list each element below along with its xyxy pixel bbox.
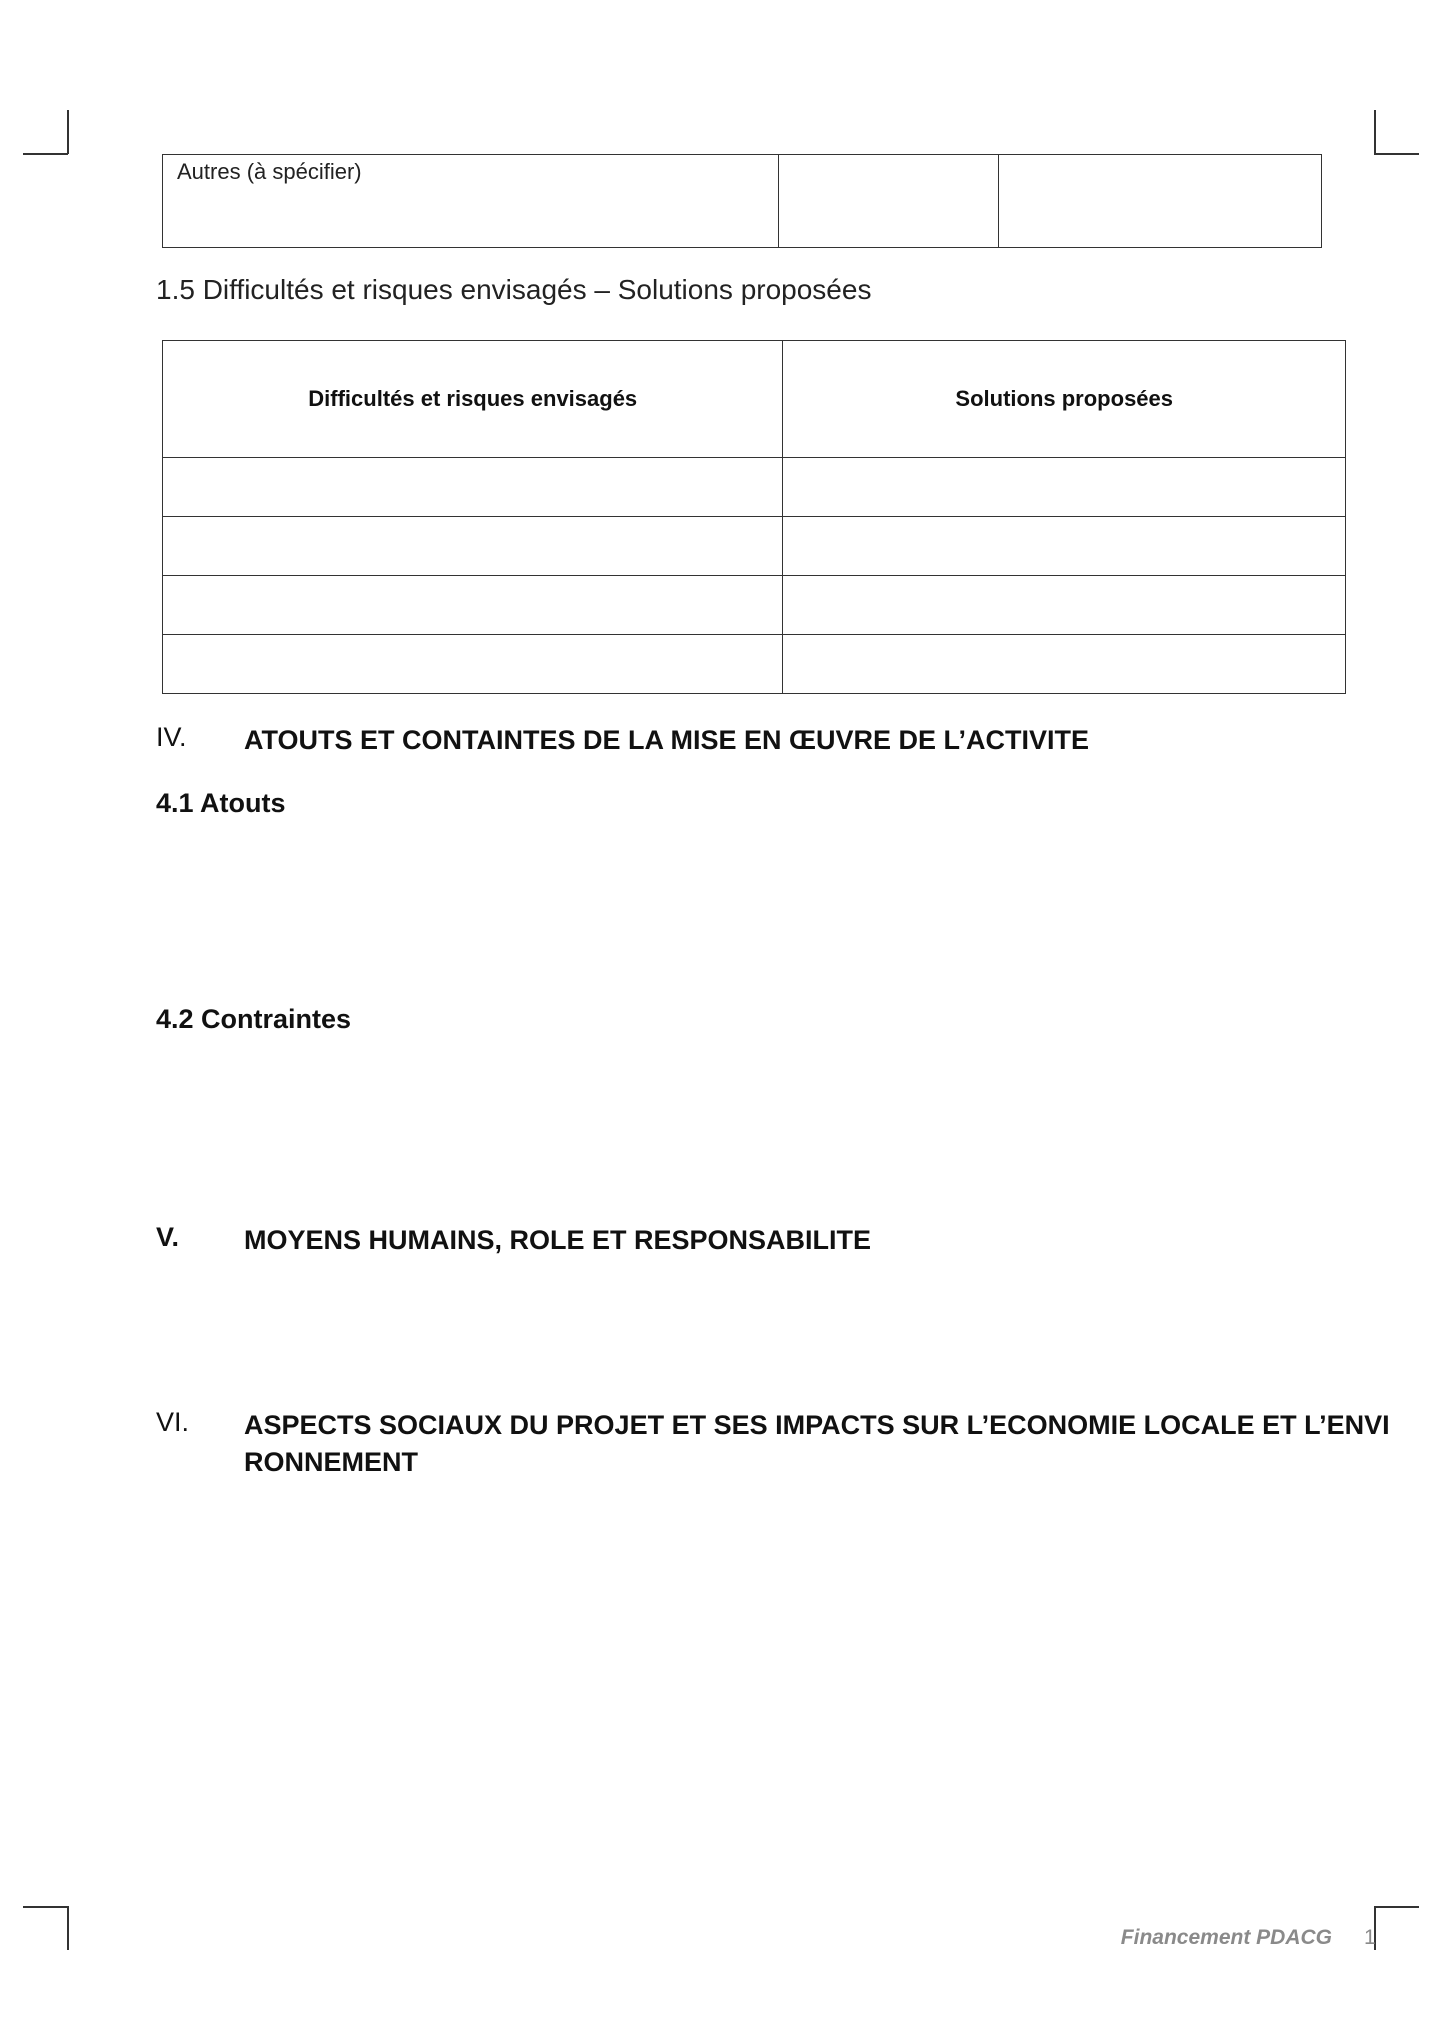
crop-mark-top-left-horizontal	[23, 153, 68, 155]
table-cell-label: Autres (à spécifier)	[163, 155, 779, 248]
crop-mark-top-right-vertical	[1374, 110, 1376, 154]
section-title: MOYENS HUMAINS, ROLE ET RESPONSABILITE	[244, 1225, 872, 1255]
table-cell[interactable]	[163, 635, 783, 694]
table-cell[interactable]	[783, 517, 1346, 576]
crop-mark-bottom-left-vertical	[67, 1906, 69, 1950]
column-header-risks: Difficultés et risques envisagés	[163, 341, 783, 458]
section-vi-heading	[156, 1407, 1396, 1487]
crop-mark-top-left-vertical	[67, 110, 69, 154]
table-row	[163, 155, 1322, 248]
section-iv-heading	[156, 722, 1356, 762]
crop-mark-bottom-right-horizontal	[1374, 1906, 1419, 1908]
page-number: 1	[1364, 1926, 1376, 1949]
table-row	[163, 517, 1346, 576]
footer-title: Financement PDACG	[1120, 1926, 1332, 1949]
section-title: ATOUTS ET CONTAINTES DE LA MISE EN ŒUVRE DE L’ACTIVITE	[244, 725, 1090, 755]
table-row	[163, 576, 1346, 635]
section-number: V.	[156, 1222, 180, 1252]
table-cell[interactable]	[999, 155, 1322, 248]
section-title-line-2: RONNEMENT	[244, 1447, 418, 1477]
table-cell[interactable]	[783, 458, 1346, 517]
table-header-row	[163, 341, 1346, 458]
table-row	[163, 635, 1346, 694]
resources-table	[162, 154, 1322, 248]
crop-mark-bottom-left-horizontal	[23, 1906, 68, 1908]
table-cell[interactable]	[163, 517, 783, 576]
section-number: IV.	[156, 722, 187, 752]
table-cell[interactable]	[783, 576, 1346, 635]
table-cell[interactable]	[779, 155, 999, 248]
crop-mark-top-right-horizontal	[1374, 153, 1419, 155]
section-4-1-heading: 4.1 Atouts	[156, 788, 286, 818]
table-row	[163, 458, 1346, 517]
column-header-solutions: Solutions proposées	[783, 341, 1346, 458]
section-4-2-heading: 4.2 Contraintes	[156, 1004, 352, 1034]
table-cell[interactable]	[163, 576, 783, 635]
section-1-5-heading: 1.5 Difficultés et risques envisagés – Solutions proposées	[156, 274, 872, 305]
risks-solutions-table	[162, 340, 1346, 694]
section-title-line-1: ASPECTS SOCIAUX DU PROJET ET SES IMPACTS SUR L’ECONOMIE LOCALE ET L’ENVI	[244, 1410, 1390, 1440]
section-v-heading	[156, 1222, 1356, 1262]
table-cell[interactable]	[783, 635, 1346, 694]
section-number: VI.	[156, 1407, 190, 1437]
table-cell[interactable]	[163, 458, 783, 517]
